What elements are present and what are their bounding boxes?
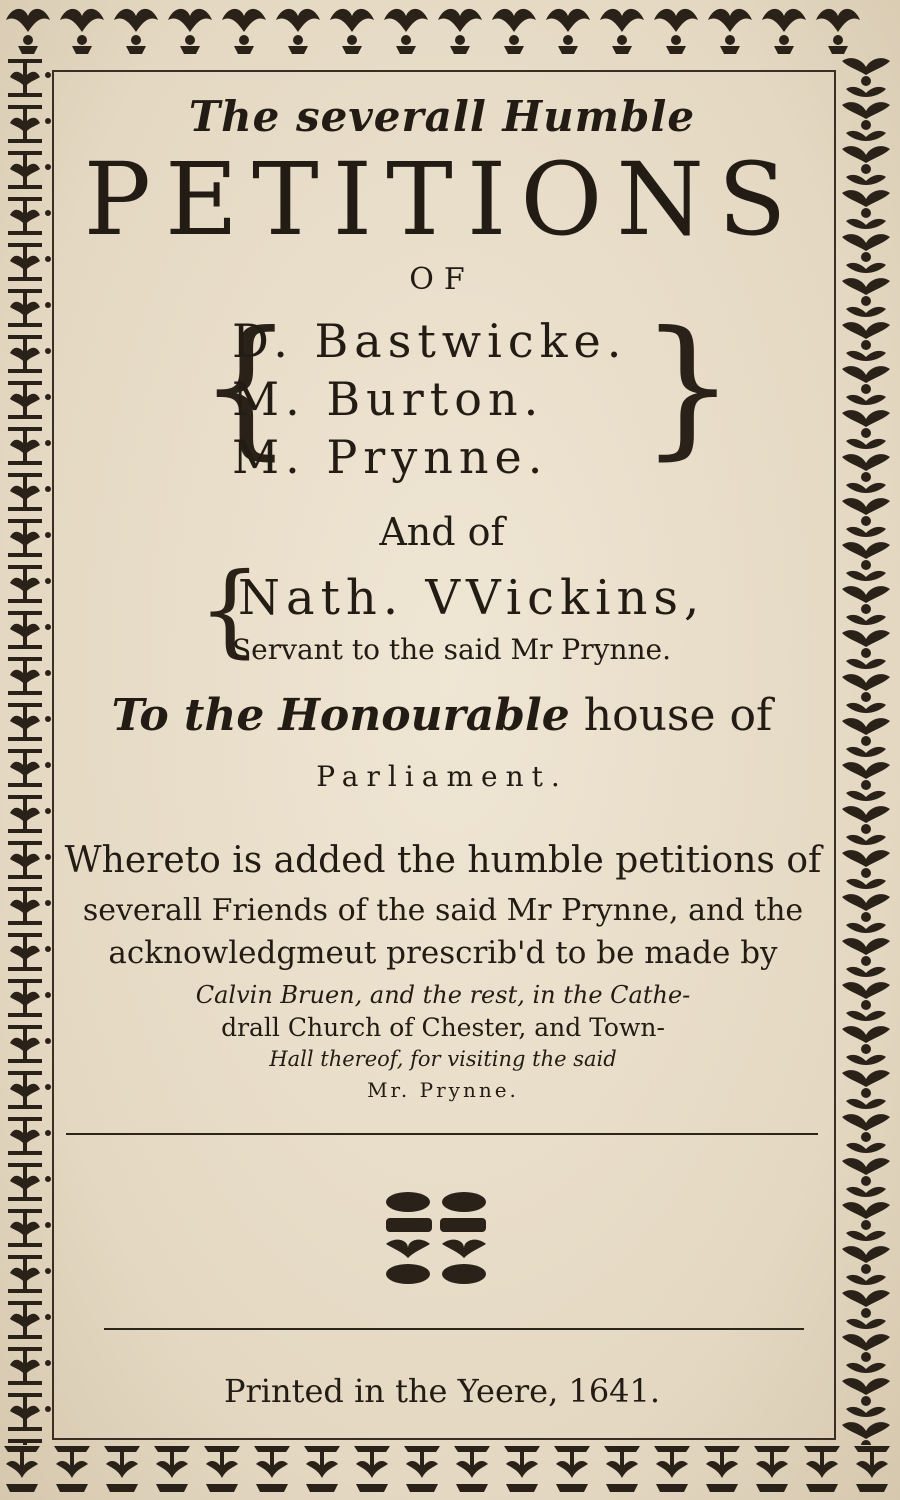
petitioner-burton: M. Burton. <box>232 372 545 426</box>
left-brace-icon: { <box>198 300 294 474</box>
addition-line-5: drall Church of Chester, and Town- <box>221 1013 665 1042</box>
title-petitions: PETITIONS <box>83 141 801 258</box>
printers-ornament-icon <box>380 1188 492 1288</box>
right-ornament-border <box>832 55 900 1445</box>
petitioners-list <box>232 314 628 492</box>
addressee-honourable: Honourable <box>278 690 570 741</box>
servant-brace-icon: { <box>198 551 262 668</box>
addressee-rest: house of <box>583 690 773 741</box>
and-of: And of <box>379 510 505 554</box>
addressee-parliament: Parliament. <box>316 760 568 793</box>
title-of: OF <box>409 262 475 297</box>
title-line-1: The severall Humble <box>188 92 696 141</box>
addition-line-4: Calvin Bruen, and the rest, in the Cathe- <box>195 981 691 1009</box>
addressee-prefix: To the <box>111 690 265 741</box>
lower-rule <box>104 1328 804 1330</box>
petitioner-prynne: M. Prynne. <box>232 430 549 484</box>
addition-line-6: Hall thereof, for visiting the said <box>269 1047 617 1071</box>
top-ornament-border <box>0 0 900 60</box>
upper-rule <box>66 1133 818 1135</box>
addition-line-2: severall Friends of the said Mr Prynne, and the <box>82 893 804 928</box>
addition-line-3: acknowledgmeut prescrib'd to be made by <box>108 935 778 971</box>
bottom-ornament-border <box>0 1438 900 1500</box>
servant-description: Servant to the said Mr Prynne. <box>232 633 671 666</box>
imprint: Printed in the Yeere, 1641. <box>223 1372 661 1410</box>
addition-line-7: Mr. Prynne. <box>367 1078 519 1102</box>
addressee-line <box>52 690 832 741</box>
petitioner-bastwicke: D. Bastwicke. <box>232 314 628 368</box>
left-ornament-border <box>0 55 56 1445</box>
right-brace-icon: } <box>640 300 736 474</box>
addition-line-1: Whereto is added the humble petitions of <box>64 840 822 881</box>
servant-name: Nath. VVickins, <box>238 570 706 626</box>
